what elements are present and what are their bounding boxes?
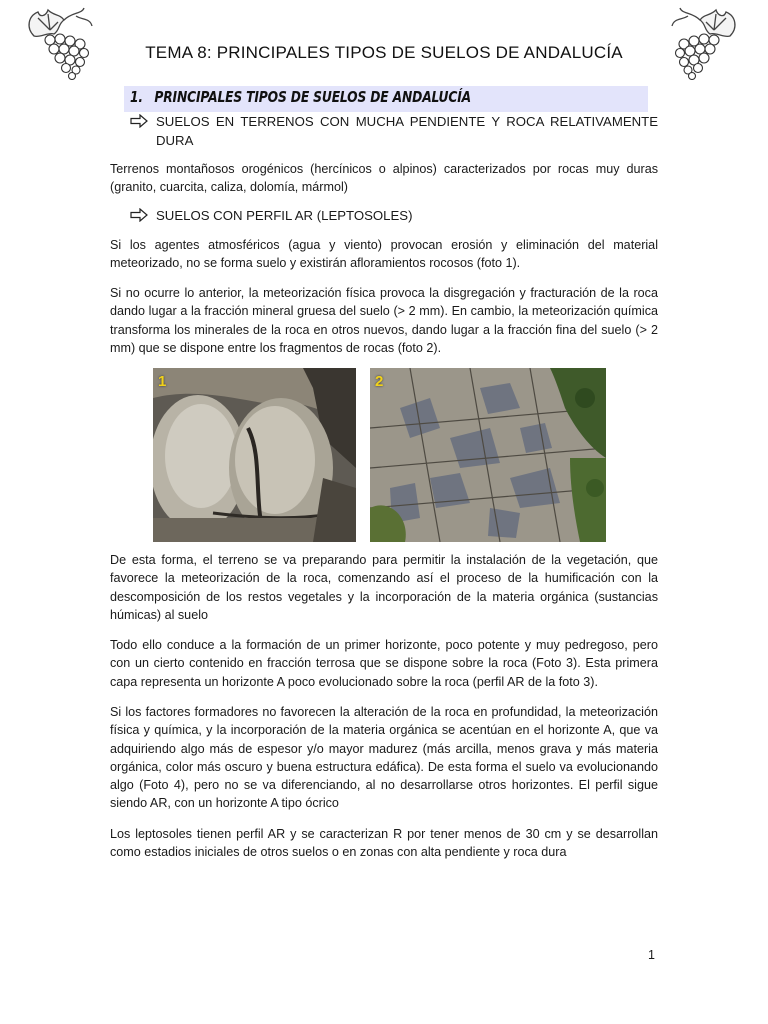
section-heading: [130, 88, 471, 106]
section-title: PRINCIPALES TIPOS DE SUELOS DE ANDALUCÍA: [154, 88, 472, 106]
page-number: 1: [648, 948, 655, 962]
photo-fractured-rock: [370, 368, 606, 542]
paragraph: Todo ello conduce a la formación de un primer horizonte, poco potente y muy pedregoso, pero con un cierto contenido en fracción terrosa que se dispone sobre la roca (Foto 3). Esta primera capa representa un horizonte A poco evolucionado sobre la roca (perfil AR de la foto 3).: [110, 638, 658, 689]
page-header-title: TEMA 8: PRINCIPALES TIPOS DE SUELOS DE ANDALUCÍA: [145, 43, 623, 62]
paragraph: Si los factores formadores no favorecen la alteración de la roca en profundidad, la meteorización física y química, y la incorporación de la materia orgánica se acentúan en el horizonte A, que va adquiriendo algo más de espesor y/o mayor madurez (más arcilla, menos grava y más materia orgánica, color más oscuro y buena estructura edáfica). De esta forma el suelo va evolucionando algo (Foto 4), pero no se va diferenciando, al no desarrollarse otros horizontes. El perfil sigue siendo AR, con un horizonte A tipo ócrico: [110, 705, 658, 811]
photo-label: 1: [158, 373, 167, 390]
photo-rock-outcrop: [153, 368, 356, 542]
section-number: 1.: [130, 88, 143, 106]
paragraph: Los leptosoles tienen perfil AR y se caracterizan R por tener menos de 30 cm y se desarrollan como estadios iniciales de otros suelos o en zonas con alta pendiente y roca dura: [110, 827, 658, 860]
paragraph: Si los agentes atmosféricos (agua y viento) provocan erosión y eliminación del material meteorizado, no se forma suelo y existirán afloramientos rocosos (foto 1).: [110, 238, 658, 271]
outline-arrow-right-icon: [130, 114, 148, 128]
outline-arrow-right-icon: [130, 208, 148, 222]
bullet-item: [130, 207, 658, 227]
bullet-text-line: SUELOS EN TERRENOS CON MUCHA PENDIENTE Y ROCA RELATIVAMENTE: [156, 114, 658, 129]
bullet-text: [156, 113, 658, 150]
paragraph: Si no ocurre lo anterior, la meteorización física provoca la disgregación y fracturación de la roca dando lugar a la fracción mineral gruesa del suelo (> 2 mm). En cambio, la meteorización química transforma los minerales de la roca en otros nuevos, dando lugar a la fracción fina del suelo (> 2 mm) que se dispone entre los fragmentos de rocas (foto 2).: [110, 286, 658, 355]
paragraph: De esta forma, el terreno se va preparando para permitir la instalación de la vegetación, que favorece la meteorización de la roca, comenzando así el proceso de la humificación con la descomposición de los restos vegetales y la incorporación de la materia orgánica (sustancias húmicas) al suelo: [110, 553, 658, 622]
photo-label: 2: [375, 373, 384, 390]
bullet-text-line: DURA: [156, 132, 194, 148]
bullet-item: [130, 113, 658, 153]
paragraph: Terrenos montañosos orogénicos (hercínicos o alpinos) caracterizados por rocas muy duras (granito, cuarcita, caliza, dolomía, mármol): [110, 162, 658, 195]
bullet-text: SUELOS CON PERFIL AR (LEPTOSOLES): [156, 208, 413, 223]
